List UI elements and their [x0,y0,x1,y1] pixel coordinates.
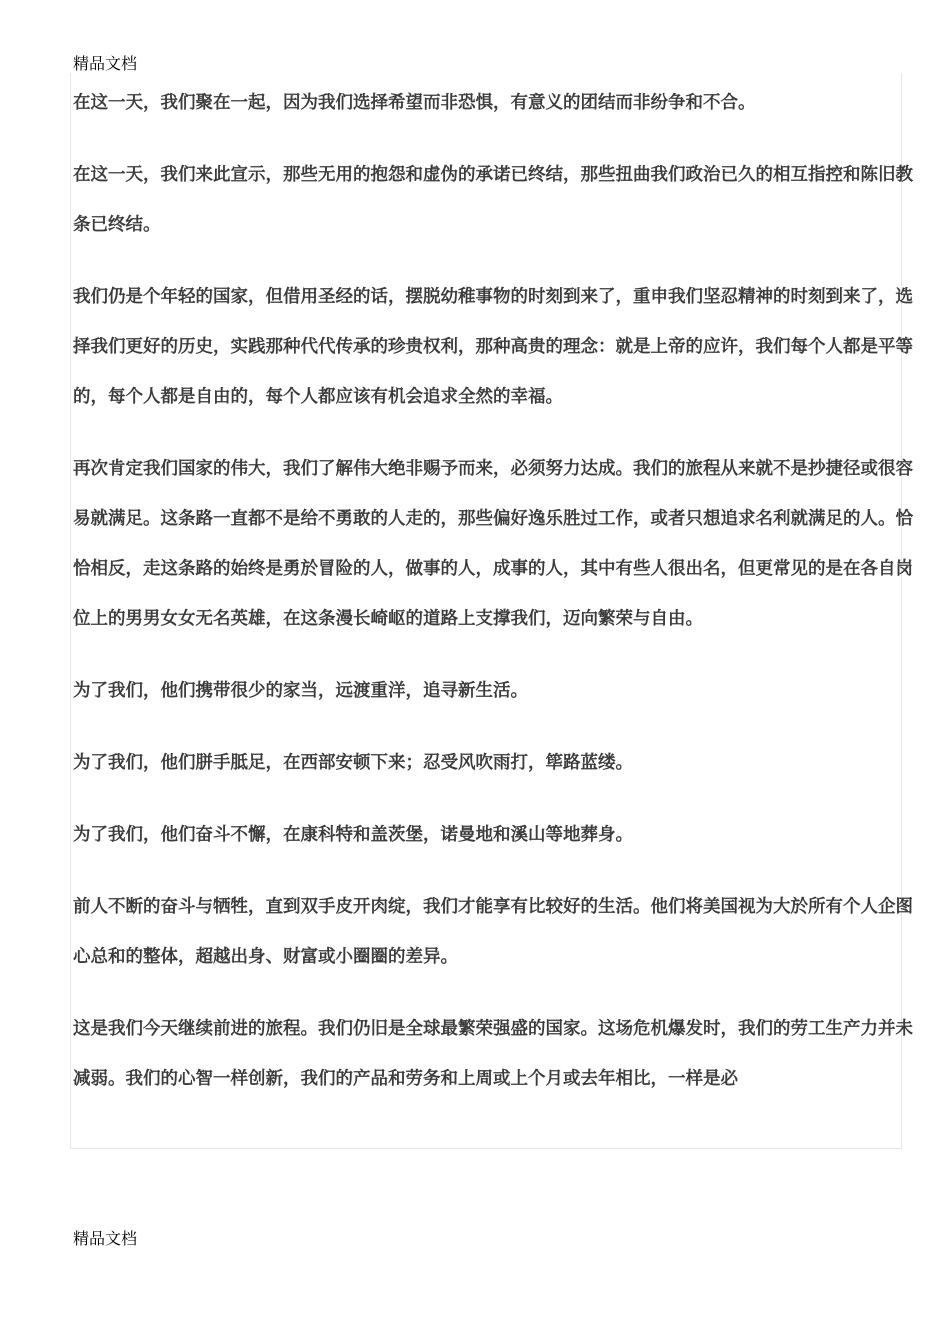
paragraph-5: 为了我们，他们携带很少的家当，远渡重洋，追寻新生活。 [73,681,528,701]
paragraph-3: 我们仍是个年轻的国家，但借用圣经的话，摆脱幼稚事物的时刻到来了，重申我们坚忍精神的时刻到来了，选择我们更好的历史，实践那种代代传承的珍贵权利，那种高贵的理念：就是上帝的应许，我们每个人都是平等的，每个人都是自由的，每个人都应该有机会追求全然的幸福。 [73,287,913,407]
paragraph-4: 再次肯定我们国家的伟大，我们了解伟大绝非赐予而来，必须努力达成。我们的旅程从来就不是抄捷径或很容易就满足。这条路一直都不是给不勇敢的人走的，那些偏好逸乐胜过工作，或者只想追求名利就满足的人。恰恰相反，走这条路的始终是勇於冒险的人，做事的人，成事的人，其中有些人很出名，但更常见的是在各自岗位上的男男女女无名英雄，在这条漫长崎岖的道路上支撑我们，迈向繁荣与自由。 [73,459,913,629]
paragraph-6: 为了我们，他们胼手胝足，在西部安顿下来；忍受风吹雨打，筚路蓝缕。 [73,753,633,773]
paragraph-1: 在这一天，我们聚在一起，因为我们选择希望而非恐惧，有意义的团结而非纷争和不合。 [73,93,756,113]
paragraph-7: 为了我们，他们奋斗不懈，在康科特和盖茨堡，诺曼地和溪山等地葬身。 [73,825,633,845]
paragraph-8: 前人不断的奋斗与牺牲，直到双手皮开肉绽，我们才能享有比较好的生活。他们将美国视为大於所有个人企图心总和的整体，超越出身、财富或小圈圈的差异。 [73,897,913,967]
document-body [73,78,913,1126]
page-footer-label: 精品文档 [73,1229,138,1248]
paragraph-9: 这是我们今天继续前进的旅程。我们仍旧是全球最繁荣强盛的国家。这场危机爆发时，我们的劳工生产力并未减弱。我们的心智一样创新，我们的产品和劳务和上周或上个月或去年相比，一样是必 [73,1019,913,1089]
paragraph-2: 在这一天，我们来此宣示，那些无用的抱怨和虚伪的承诺已终结，那些扭曲我们政治已久的相互指控和陈旧教条已终结。 [73,165,913,235]
page-header-label: 精品文档 [73,54,138,73]
